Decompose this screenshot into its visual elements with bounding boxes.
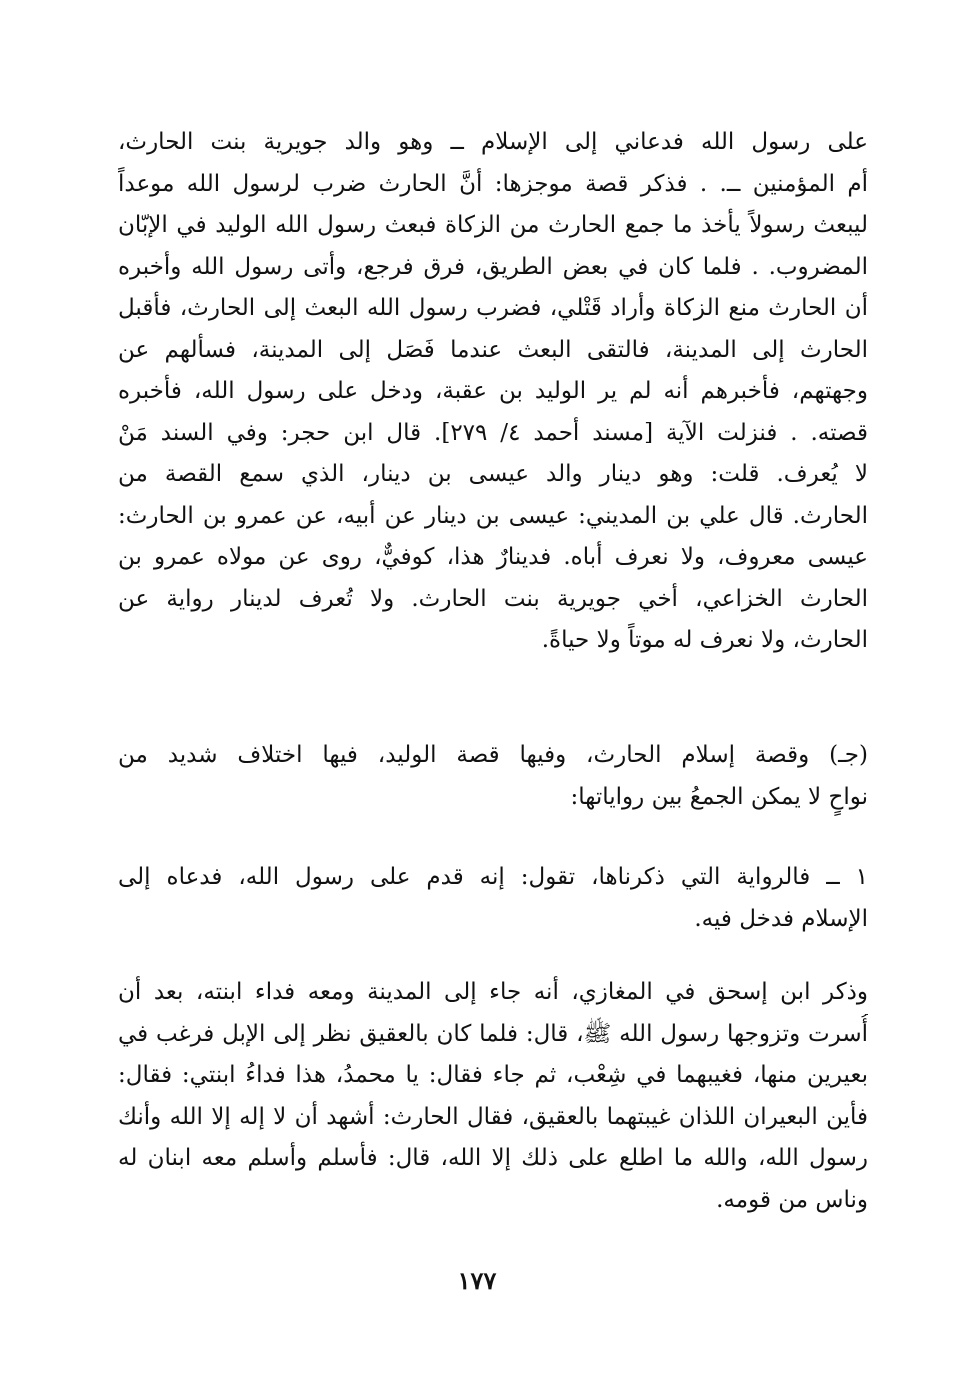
text-line: أُسرت وتزوجها رسول الله ﷺ، قال: فلما كان بالعقيق نظر إلى الإبل فرغب في (118, 1020, 868, 1047)
text-line: وجهتهم، فأخبرهم أنه لم ير الوليد بن عقبة، ودخل على رسول الله، فأخبره (118, 378, 868, 404)
text-line: ليبعث رسولاً يأخذ ما جمع الحارث من الزكاة فبعث رسول الله الوليد في الإبّان (118, 212, 868, 238)
text-line: بعيرين منها، فغيبهما في شِعْب، ثم جاء فقال: يا محمدُ، هذا فداءُ ابنتي: فقال: (118, 1062, 868, 1088)
text-line: رسول الله، والله ما اطلع على ذلك إلا الله، قال: فأسلم وأسلم معه ابنان له (118, 1145, 868, 1171)
text-line: لا يُعرف. قلت: وهو دينار والد عيسى بن دينار، الذي سمع القصة من (118, 461, 868, 487)
text-line: على رسول الله فدعاني إلى الإسلام ــ وهو والد جويرية بنت الحارث، (118, 129, 868, 155)
text-line: ١ ــ فالرواية التي ذكرناها، تقول: إنه قدم على رسول الله، فدعاه إلى (118, 864, 868, 890)
paragraph-1 (118, 122, 868, 662)
paragraph-2 (118, 735, 868, 818)
text-line: الحارث إلى المدينة، فالتقى البعث عندما فَصَل إلى المدينة، فسألهم عن (118, 336, 868, 363)
text-line: وناس من قومه. (716, 1186, 868, 1213)
text-line: فأين البعيران اللذان غيبتهما بالعقيق، فقال الحارث: أشهد أن لا إله إلا الله وأنك (118, 1103, 868, 1130)
page-number: ١٧٧ (457, 1266, 497, 1295)
text-line: المضروب. . فلما كان في بعض الطريق، فرق فرجع، وأتى رسول الله وأخبره (118, 253, 868, 280)
paragraph-4 (118, 972, 868, 1221)
text-line: الحارث، ولا نعرف له موتاً ولا حياةً. (541, 627, 868, 653)
text-line: (جـ) وقصة إسلام الحارث، وفيها قصة الوليد، فيها اختلاف شديد من (118, 742, 868, 768)
text-line: عيسى معروف، ولا نعرف أباه. فدينارٌ هذا، كوفيٌّ، روى عن مولاه عمرو بن (118, 544, 868, 570)
text-line: أم المؤمنين ــ. . فذكر قصة موجزها: أنَّ الحارث ضرب لرسول الله موعداً (118, 170, 868, 197)
text-line: الحارث. قال علي بن المديني: عيسى بن دينار عن أبيه، عن عمرو بن الحارث: (118, 502, 868, 529)
text-line: قصته. . فنزلت الآية [مسند أحمد ٤/ ٢٧٩]. قال ابن حجر: وفي السند مَنْ (118, 419, 868, 446)
text-line: أن الحارث منع الزكاة وأراد قَتْلي، فضرب رسول الله البعث إلى الحارث، فأقبل (118, 295, 868, 321)
text-line: الإسلام فدخل فيه. (694, 905, 868, 932)
text-line: نواحٍ لا يمكن الجمعُ بين رواياتها: (570, 783, 868, 810)
paragraph-3 (118, 857, 868, 940)
text-line: الحارث الخزاعي، أخي جويرية بنت الحارث. ولا تُعرف لدينار رواية عن (118, 585, 868, 612)
text-line: وذكر ابن إسحق في المغازي، أنه جاء إلى المدينة ومعه فداء ابنته، بعد أن (118, 979, 868, 1005)
